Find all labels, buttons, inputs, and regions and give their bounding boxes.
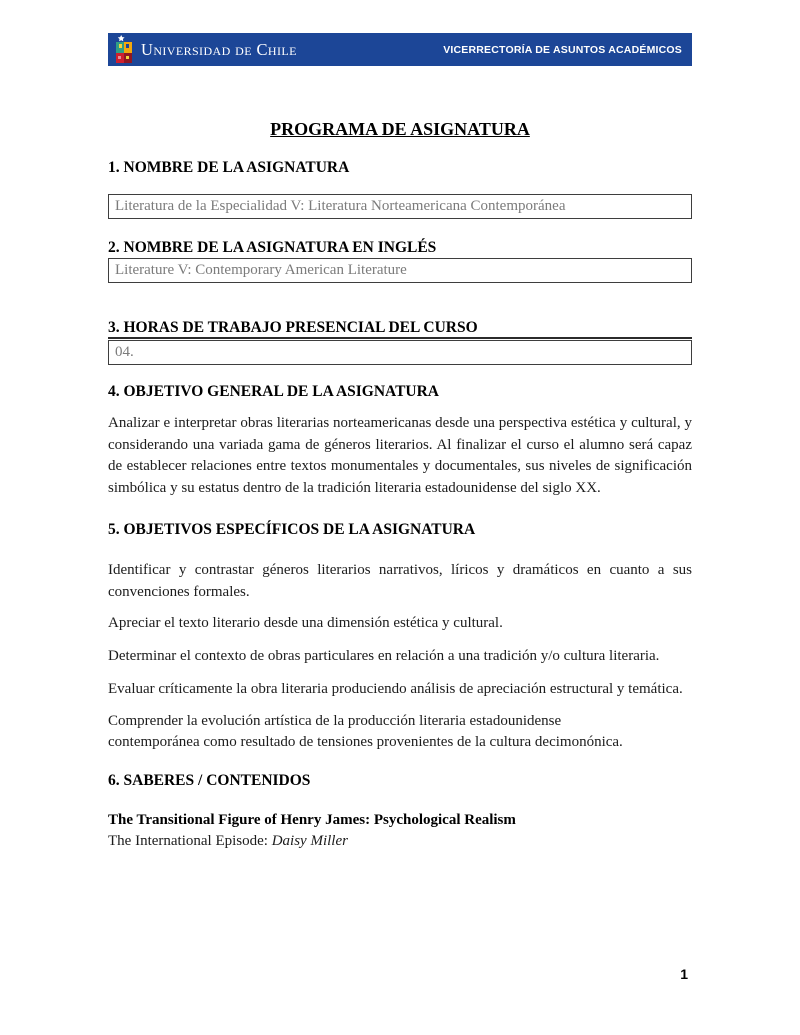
header-banner bbox=[108, 33, 692, 66]
course-name-box: Literatura de la Especialidad V: Literatura Norteamericana Contemporánea bbox=[108, 194, 692, 219]
general-objective-paragraph: Analizar e interpretar obras literarias norteamericanas desde una perspectiva estética y cultural, y considerando una variada gama de géneros literarios. Al finalizar el curso el alumno será capaz de establecer relaciones entre textos monumentales y documentales, sus niveles de significación simbólica y su estatus dentro de la tradición literaria estadounidense del siglo XX. bbox=[108, 415, 692, 496]
section-1-heading: 1. NOMBRE DE LA ASIGNATURA bbox=[108, 159, 350, 176]
specific-objective-5: Comprender la evolución artística de la producción literaria estadounidense contemporánea como resultado de tensiones provenientes de la cultura decimonónica. bbox=[108, 712, 623, 750]
contents-topic-subtitle bbox=[108, 831, 692, 852]
specific-objective-2: Apreciar el texto literario desde una dimensión estética y cultural. bbox=[108, 615, 503, 631]
specific-objective-4: Evaluar críticamente la obra literaria produciendo análisis de apreciación estructural y temática. bbox=[108, 680, 683, 697]
university-name: Universidad de Chile bbox=[141, 39, 297, 59]
contents-topic-prefix: The International Episode: bbox=[108, 832, 272, 849]
document-title: PROGRAMA DE ASIGNATURA bbox=[270, 119, 530, 139]
course-name-english-box: Literature V: Contemporary American Literature bbox=[108, 258, 692, 283]
section-6-heading: 6. SABERES / CONTENIDOS bbox=[108, 771, 311, 789]
vicerrectoria-label: VICERRECTORÍA DE ASUNTOS ACADÉMICOS bbox=[443, 43, 682, 56]
section-4-heading: 4. OBJETIVO GENERAL DE LA ASIGNATURA bbox=[108, 383, 440, 400]
page-number: 1 bbox=[680, 966, 688, 982]
contents-work-title: Daisy Miller bbox=[271, 832, 348, 849]
section-3-heading: 3. HORAS DE TRABAJO PRESENCIAL DEL CURSO bbox=[108, 319, 692, 339]
specific-objective-1: Identificar y contrastar géneros literarios narrativos, líricos y dramáticos en cuanto a sus convenciones formales. bbox=[108, 562, 692, 600]
section-5-heading: 5. OBJETIVOS ESPECÍFICOS DE LA ASIGNATURA bbox=[108, 521, 476, 538]
universidad-de-chile-crest-icon bbox=[115, 35, 133, 64]
contents-topic-title: The Transitional Figure of Henry James: Psychological Realism bbox=[108, 811, 516, 828]
specific-objective-3: Determinar el contexto de obras particulares en relación a una tradición y/o cultura literaria. bbox=[108, 647, 660, 664]
course-hours-box: 04. bbox=[108, 340, 692, 365]
section-2-heading: 2. NOMBRE DE LA ASIGNATURA EN INGLÉS bbox=[108, 239, 437, 256]
